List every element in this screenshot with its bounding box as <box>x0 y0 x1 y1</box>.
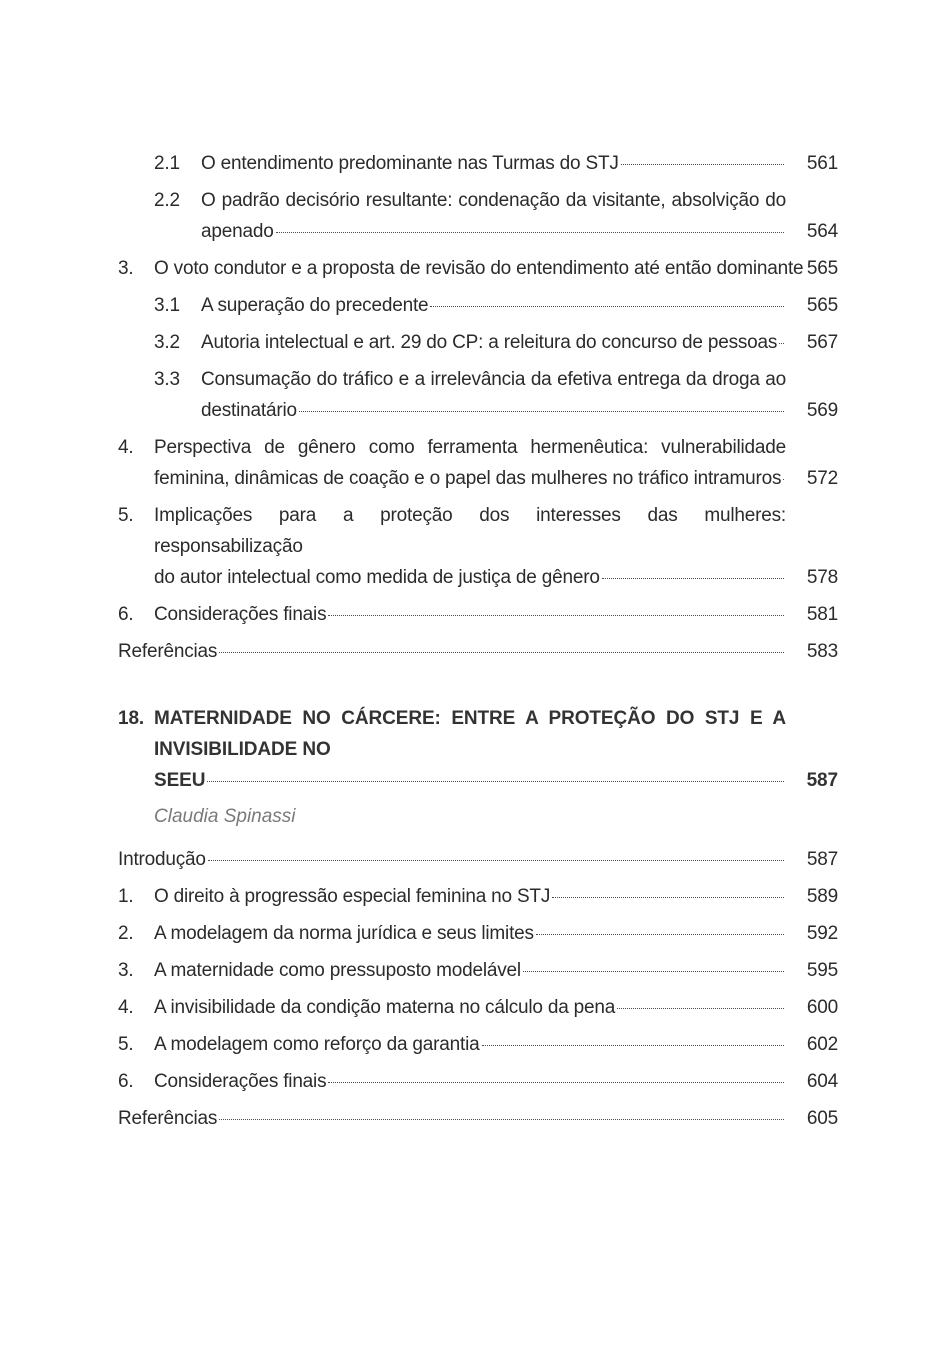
chapter-title-line: MATERNIDADE NO CÁRCERE: ENTRE A PROTEÇÃO DO STJ E A INVISIBILIDADE NO <box>154 708 786 760</box>
entry-title: A invisibilidade da condição materna no cálculo da pena <box>154 997 616 1018</box>
entry-page-number: 564 <box>806 221 838 242</box>
entry-page-number: 602 <box>806 1034 838 1055</box>
toc-entry[interactable] <box>118 955 838 986</box>
toc-section-18 <box>118 844 838 1134</box>
dot-leader <box>617 1008 784 1009</box>
dot-leader <box>602 578 784 579</box>
entry-title: apenado <box>201 221 274 242</box>
entry-title: Considerações finais <box>154 1071 327 1092</box>
toc-entry[interactable] <box>118 844 838 875</box>
entry-title: O direito à progressão especial feminina no STJ <box>154 886 551 907</box>
entry-title: do autor intelectual como medida de justiça de gênero <box>154 567 600 588</box>
dot-leader <box>430 306 784 307</box>
entry-page-number: 595 <box>806 960 838 981</box>
toc-entry[interactable] <box>118 1029 838 1060</box>
dot-leader <box>536 934 784 935</box>
entry-number: 3.2 <box>154 332 180 353</box>
entry-title: Introdução <box>118 849 206 870</box>
chapter-title-end: SEEU <box>154 770 206 791</box>
toc-entry[interactable] <box>118 636 838 667</box>
entry-page-number: 565 <box>806 295 838 316</box>
entry-number: 1. <box>118 886 134 907</box>
entry-title: A modelagem como reforço da garantia <box>154 1034 480 1055</box>
dot-leader <box>276 232 784 233</box>
entry-title-line: Perspectiva de gênero como ferramenta hermenêutica: vulnerabilidade <box>154 437 786 458</box>
entry-page-number: 583 <box>806 641 838 662</box>
dot-leader <box>779 343 784 344</box>
chapter-author: Claudia Spinassi <box>154 806 296 827</box>
toc-entry[interactable] <box>118 364 838 426</box>
dot-leader <box>783 479 784 480</box>
toc-section-17 <box>118 148 838 667</box>
entry-page-number: 569 <box>806 400 838 421</box>
dot-leader <box>219 1119 784 1120</box>
entry-page-number: 592 <box>806 923 838 944</box>
entry-number: 4. <box>118 437 134 458</box>
dot-leader <box>621 164 784 165</box>
entry-number: 5. <box>118 1034 134 1055</box>
entry-number: 2. <box>118 923 134 944</box>
dot-leader <box>482 1045 785 1046</box>
entry-page-number: 561 <box>806 153 838 174</box>
dot-leader <box>208 860 784 861</box>
entry-title: destinatário <box>201 400 297 421</box>
entry-page-number: 572 <box>806 468 838 489</box>
dot-leader <box>299 411 784 412</box>
entry-title: Considerações finais <box>154 604 327 625</box>
toc-entry[interactable] <box>118 1066 838 1097</box>
table-of-contents <box>118 148 838 1134</box>
toc-entry[interactable] <box>118 1103 838 1134</box>
entry-title: O entendimento predominante nas Turmas do STJ <box>201 153 619 174</box>
entry-page-number: 604 <box>806 1071 838 1092</box>
entry-title: Referências <box>118 1108 218 1129</box>
chapter-entry-18[interactable] <box>118 703 838 796</box>
entry-number: 2.2 <box>154 190 180 211</box>
entry-number: 4. <box>118 997 134 1018</box>
entry-number: 2.1 <box>154 153 180 174</box>
entry-title: feminina, dinâmicas de coação e o papel das mulheres no tráfico intramuros <box>154 468 782 489</box>
entry-page-number: 581 <box>806 604 838 625</box>
entry-title: A modelagem da norma jurídica e seus limites <box>154 923 534 944</box>
entry-page-number: 565 <box>806 258 838 279</box>
toc-entry[interactable] <box>118 253 838 284</box>
entry-number: 3. <box>118 258 134 279</box>
entry-number: 6. <box>118 1071 134 1092</box>
chapter-page-number: 587 <box>806 770 838 791</box>
entry-page-number: 600 <box>806 997 838 1018</box>
entry-number: 5. <box>118 505 134 526</box>
toc-entry[interactable] <box>118 992 838 1023</box>
toc-entry[interactable] <box>118 599 838 630</box>
toc-entry[interactable] <box>118 432 838 494</box>
entry-title: Autoria intelectual e art. 29 do CP: a releitura do concurso de pessoas <box>201 332 778 353</box>
entry-page-number: 589 <box>806 886 838 907</box>
entry-title: A maternidade como pressuposto modelável <box>154 960 521 981</box>
toc-entry[interactable] <box>118 290 838 321</box>
entry-page-number: 605 <box>806 1108 838 1129</box>
toc-entry[interactable] <box>118 185 838 247</box>
toc-entry[interactable] <box>118 500 838 593</box>
entry-title: A superação do precedente <box>201 295 429 316</box>
toc-entry[interactable] <box>118 327 838 358</box>
chapter-number: 18. <box>118 708 145 729</box>
toc-entry[interactable] <box>118 148 838 179</box>
dot-leader <box>207 781 784 782</box>
entry-title-line: Consumação do tráfico e a irrelevância da efetiva entrega da droga ao <box>201 369 786 390</box>
entry-title: O voto condutor e a proposta de revisão do entendimento até então dominante <box>154 258 804 279</box>
entry-number: 3.1 <box>154 295 180 316</box>
dot-leader <box>328 615 784 616</box>
entry-title-line: O padrão decisório resultante: condenação da visitante, absolvição do <box>201 190 786 211</box>
entry-title-line: Implicações para a proteção dos interesses das mulheres: responsabilização <box>154 505 786 557</box>
dot-leader <box>219 652 784 653</box>
entry-page-number: 578 <box>806 567 838 588</box>
dot-leader <box>552 897 784 898</box>
entry-page-number: 587 <box>806 849 838 870</box>
entry-number: 3. <box>118 960 134 981</box>
entry-number: 3.3 <box>154 369 180 390</box>
dot-leader <box>328 1082 784 1083</box>
toc-entry[interactable] <box>118 881 838 912</box>
toc-entry[interactable] <box>118 918 838 949</box>
entry-number: 6. <box>118 604 134 625</box>
entry-page-number: 567 <box>806 332 838 353</box>
dot-leader <box>523 971 784 972</box>
entry-title: Referências <box>118 641 218 662</box>
